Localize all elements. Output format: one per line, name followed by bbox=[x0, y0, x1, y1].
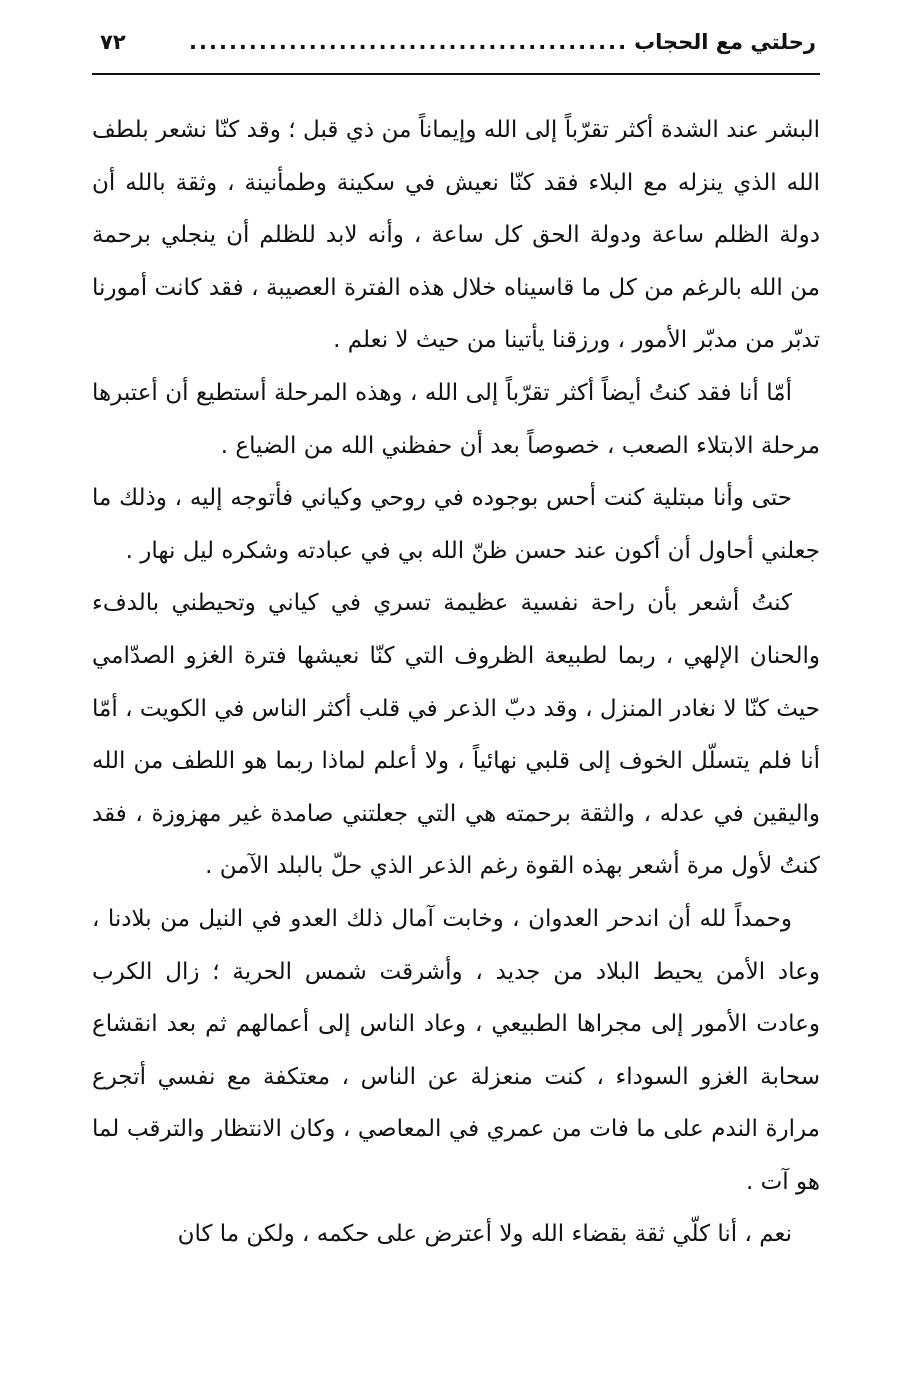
running-header-leader-dots: ............................................ bbox=[189, 30, 629, 54]
page-number: ٧٢ bbox=[100, 30, 126, 54]
paragraph-6: نعم ، أنا كلّي ثقة بقضاء الله ولا أعترض على حكمه ، ولكن ما كان bbox=[177, 1221, 792, 1248]
running-header bbox=[92, 30, 820, 66]
paragraph-4: كنتُ أشعر بأن راحة نفسية عظيمة تسري في كياني وتحيطني بالدفء والحنان الإلهي ، ربما لطبيعة الظروف التي كنّا نعيشها فترة الغزو الصدّامي حيث كنّا لا نغادر المنزل ، وقد دبّ الذعر في قلب أكثر الناس في الكويت ، أمّا أنا فلم يتسلّل الخوف إلى قلبي نهائياً ، ولا أعلم لماذا ربما هو اللطف من الله واليقين في عدله ، والثقة برحمته هي التي جعلتني صامدة غير مهزوزة ، فقد كنتُ لأول مرة أشعر بهذه القوة رغم الذعر الذي حلّ بالبلد الآمن . bbox=[92, 590, 820, 880]
paragraph-2: أمّا أنا فقد كنتُ أيضاً أكثر تقرّباً إلى الله ، وهذه المرحلة أستطيع أن أعتبرها مرحلة الابتلاء الصعب ، خصوصاً بعد أن حفظني الله من الضياع . bbox=[92, 379, 820, 459]
book-page bbox=[92, 0, 820, 1373]
page-body bbox=[92, 104, 820, 1261]
paragraph-1: البشر عند الشدة أكثر تقرّباً إلى الله وإيماناً من ذي قبل ؛ وقد كنّا نشعر بلطف الله الذي ينزله مع البلاء فقد كنّا نعيش في سكينة وطمأنينة ، وثقة بالله أن دولة الظلم ساعة ودولة الحق كل ساعة ، وأنه لابد للظلم أن ينجلي برحمة من الله بالرغم من كل ما قاسيناه خلال هذه الفترة العصيبة ، فقد كانت أمورنا تدبّر من مدبّر الأمور ، ورزقنا يأتينا من حيث لا نعلم . bbox=[92, 117, 820, 354]
header-divider bbox=[92, 73, 820, 75]
paragraph-5: وحمداً لله أن اندحر العدوان ، وخابت آمال ذلك العدو في النيل من بلادنا ، وعاد الأمن يحيط البلاد من جديد ، وأشرقت شمس الحرية ؛ زال الكرب وعادت الأمور إلى مجراها الطبيعي ، وعاد الناس إلى أعمالهم ثم بعد انقشاع سحابة الغزو السوداء ، كنت منعزلة عن الناس ، معتكفة مع نفسي أتجرع مرارة الندم على ما فات من عمري في المعاصي ، وكان الانتظار والترقب لما هو آت . bbox=[92, 905, 820, 1195]
paragraph-3: حتى وأنا مبتلية كنت أحس بوجوده في روحي وكياني فأتوجه إليه ، وذلك ما جعلني أحاول أن أكون عند حسن ظنّ الله بي في عبادته وشكره ليل نهار . bbox=[92, 485, 820, 564]
running-header-title: رحلتي مع الحجاب bbox=[634, 30, 816, 54]
